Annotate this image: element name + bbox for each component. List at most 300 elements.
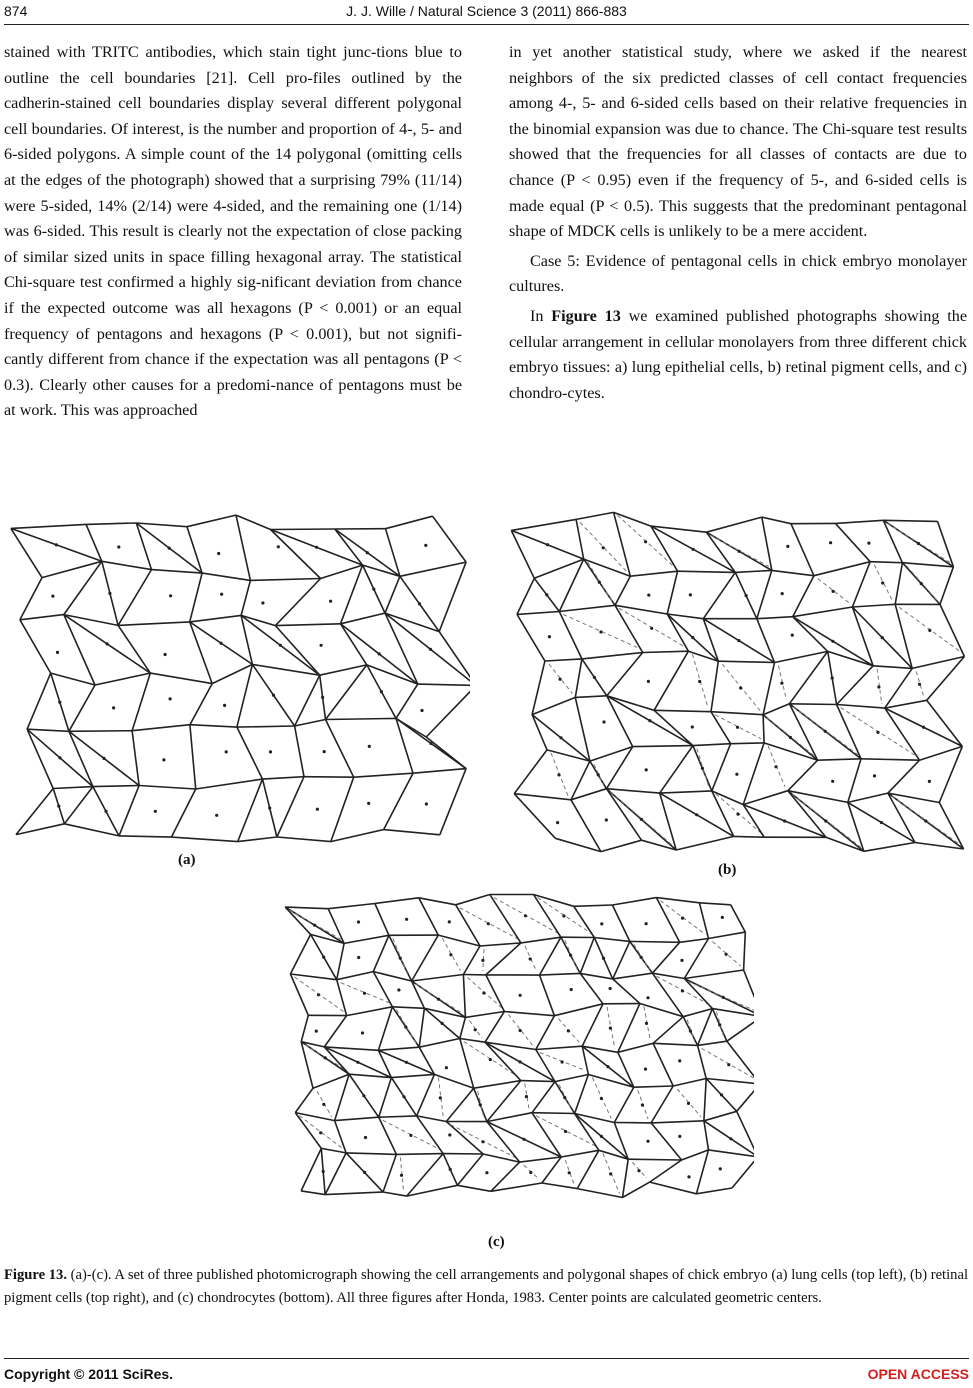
center-point — [51, 595, 54, 598]
cell-boundary — [532, 661, 545, 715]
cell-boundary — [301, 1148, 321, 1191]
center-point — [169, 697, 172, 700]
cell-boundary — [653, 1017, 683, 1044]
center-point — [522, 1138, 525, 1141]
center-point — [640, 818, 643, 821]
cell-boundary — [295, 720, 326, 727]
cell-boundary — [321, 565, 363, 578]
center-point — [215, 814, 218, 817]
cell-boundary — [328, 904, 375, 909]
center-point — [108, 592, 111, 595]
center-point — [357, 920, 360, 923]
cell-boundary — [837, 705, 885, 709]
cell-boundary — [727, 1016, 754, 1041]
cell-boundary — [706, 517, 761, 532]
cell-boundary — [456, 895, 490, 905]
cell-boundary — [696, 1188, 732, 1194]
cell-boundary — [290, 974, 308, 1015]
center-point — [154, 810, 157, 813]
center-point — [380, 690, 383, 693]
center-point — [736, 813, 739, 816]
cell-boundary — [614, 512, 651, 526]
cell-boundary — [614, 512, 631, 576]
cell-boundary — [559, 605, 615, 611]
cell-boundary — [772, 570, 814, 575]
center-point — [681, 989, 684, 992]
cell-boundary — [417, 1116, 444, 1154]
cell-boundary — [654, 710, 693, 745]
center-point — [569, 954, 572, 957]
cell-boundary — [419, 1008, 424, 1047]
cell-boundary — [757, 619, 775, 663]
cell-boundary — [590, 747, 633, 762]
cell-boundary — [457, 1154, 483, 1185]
cell-boundary — [920, 746, 963, 760]
figure-13 — [0, 496, 973, 1256]
cell-boundary — [202, 573, 250, 580]
cell-boundary — [290, 934, 310, 974]
cell-boundary — [540, 937, 561, 975]
cell-boundary — [347, 1007, 393, 1016]
cell-boundary — [426, 737, 466, 769]
center-point — [568, 1171, 571, 1174]
cell-boundary — [295, 1088, 313, 1112]
center-point — [378, 652, 381, 655]
cell-boundary — [504, 1012, 554, 1016]
page-number: 874 — [4, 3, 28, 19]
cell-boundary — [11, 524, 86, 528]
cell-boundary — [521, 1081, 555, 1082]
cell-boundary — [673, 1079, 706, 1087]
cell-boundary — [152, 570, 203, 574]
center-point — [928, 780, 931, 783]
center-point — [449, 1168, 452, 1171]
center-point — [55, 543, 58, 546]
panel-a-lung-cells — [8, 498, 470, 848]
center-point — [600, 1097, 603, 1100]
cell-boundary — [614, 1087, 634, 1122]
cell-boundary — [277, 837, 331, 842]
center-point — [598, 581, 601, 584]
cell-boundary — [650, 1182, 697, 1194]
cell-boundary — [762, 517, 791, 524]
center-point — [564, 1130, 567, 1133]
center-point — [876, 731, 879, 734]
center-point — [877, 685, 880, 688]
cell-boundary — [652, 973, 684, 978]
cell-boundary — [852, 604, 895, 607]
center-point — [272, 694, 275, 697]
center-point — [448, 920, 451, 923]
cell-boundary — [373, 935, 389, 971]
center-point — [219, 642, 222, 645]
cell-boundary — [460, 1017, 466, 1038]
cell-diagram-a — [8, 498, 470, 848]
cell-boundary — [53, 787, 93, 789]
cell-boundary — [696, 1150, 708, 1194]
cell-boundary — [102, 561, 152, 569]
cell-boundary — [187, 515, 236, 527]
cell-boundary — [848, 759, 861, 803]
cell-boundary — [718, 661, 774, 662]
cell-boundary — [902, 563, 953, 567]
cell-boundary — [618, 1004, 640, 1053]
cell-boundary — [375, 904, 389, 936]
cell-boundary — [241, 580, 250, 615]
cell-boundary — [732, 1157, 754, 1188]
center-point — [169, 594, 172, 597]
center-point — [518, 1060, 521, 1063]
cell-boundary — [693, 744, 731, 746]
center-point — [368, 745, 371, 748]
cell-boundary — [575, 659, 582, 698]
cell-boundary — [744, 932, 746, 970]
cell-boundary — [190, 622, 213, 684]
center-point — [719, 1167, 722, 1170]
center-point — [718, 1023, 721, 1026]
cell-boundary — [237, 726, 295, 727]
cell-boundary — [263, 777, 305, 779]
center-point — [529, 957, 532, 960]
center-point — [322, 1103, 325, 1106]
cell-boundary — [271, 530, 321, 579]
cell-boundary — [554, 1004, 603, 1016]
center-point — [409, 1134, 412, 1137]
cell-boundary — [615, 605, 667, 614]
right-paragraph-2: Case 5: Evidence of pentagonal cells in chick embryo monolayer cultures. — [509, 251, 967, 296]
cell-boundary — [132, 731, 139, 786]
center-point — [363, 1171, 366, 1174]
center-point — [920, 582, 923, 585]
cell-boundary — [241, 615, 275, 625]
cell-boundary — [737, 1111, 754, 1157]
cell-boundary — [536, 1016, 555, 1050]
cell-boundary — [613, 973, 653, 979]
cell-diagram-b — [508, 502, 968, 862]
cell-boundary — [704, 1121, 709, 1150]
cell-boundary — [883, 520, 937, 521]
cell-boundary — [64, 787, 93, 824]
cell-boundary — [373, 972, 392, 1007]
cell-boundary — [826, 837, 864, 851]
cell-boundary — [763, 663, 774, 715]
page-header — [0, 0, 973, 28]
paragraph-3-post: we examined published photographs showing the cellular arrangement in cellular monolayers from three different chick embryo tissues: a) lung epithelial cells, b) retinal pigment cells, and c) chondro-cytes. — [509, 306, 967, 402]
cell-boundary — [709, 932, 746, 938]
center-point — [641, 1103, 644, 1106]
footer-rule — [4, 1358, 969, 1359]
cell-boundary — [650, 1160, 682, 1182]
cell-boundary — [385, 576, 400, 613]
cell-boundary — [517, 612, 559, 615]
cell-boundary — [734, 836, 765, 837]
cell-boundary — [132, 725, 190, 731]
center-point — [525, 1095, 528, 1098]
cell-boundary — [885, 668, 912, 708]
cell-boundary — [490, 895, 521, 943]
page-footer — [4, 1366, 969, 1386]
center-point — [405, 918, 408, 921]
center-point — [831, 640, 834, 643]
running-head: J. J. Wille / Natural Science 3 (2011) 866-883 — [346, 3, 627, 19]
panel-c-chondrocytes — [284, 886, 754, 1216]
cell-boundary — [818, 759, 861, 760]
cell-boundary — [607, 653, 643, 696]
cell-boundary — [737, 1084, 754, 1111]
cell-boundary — [486, 975, 505, 1012]
cell-boundary — [852, 562, 870, 607]
cell-boundary — [633, 746, 693, 747]
center-point — [277, 545, 280, 548]
cell-boundary — [417, 1074, 435, 1116]
center-point — [485, 1171, 488, 1174]
cell-boundary — [196, 779, 263, 789]
cell-boundary — [93, 786, 139, 787]
center-point — [829, 541, 832, 544]
center-point — [647, 680, 650, 683]
center-point — [481, 959, 484, 962]
cell-boundary — [743, 743, 764, 805]
cell-boundary — [27, 729, 69, 731]
center-point — [366, 551, 369, 554]
center-point — [324, 1056, 327, 1059]
center-point — [168, 547, 171, 550]
center-point — [780, 682, 783, 685]
cell-boundary — [118, 570, 151, 626]
open-access-link[interactable]: OPEN ACCESS — [867, 1366, 969, 1382]
cell-boundary — [346, 1153, 396, 1155]
cell-boundary — [392, 1007, 424, 1009]
cell-boundary — [331, 830, 384, 842]
cell-boundary — [20, 615, 64, 620]
center-point — [220, 593, 223, 596]
center-point — [399, 957, 402, 960]
center-point — [609, 1027, 612, 1030]
cell-boundary — [835, 520, 883, 523]
cell-boundary — [576, 512, 614, 519]
cell-boundary — [791, 524, 814, 576]
cell-boundary — [326, 718, 397, 719]
cell-boundary — [417, 1116, 447, 1122]
center-point — [320, 644, 323, 647]
cell-boundary — [190, 725, 196, 789]
cell-boundary — [335, 1074, 350, 1120]
cell-boundary — [434, 1074, 473, 1088]
cell-boundary — [885, 700, 927, 708]
cell-boundary — [927, 700, 963, 746]
cell-boundary — [684, 979, 754, 1017]
cell-boundary — [412, 975, 464, 982]
cell-boundary — [326, 720, 354, 778]
center-point — [689, 593, 692, 596]
center-point — [372, 588, 375, 591]
cell-boundary — [888, 760, 920, 793]
cell-boundary — [580, 973, 603, 1003]
cell-boundary — [514, 794, 555, 839]
center-point — [546, 543, 549, 546]
cell-boundary — [939, 803, 963, 850]
center-point — [102, 757, 105, 760]
cell-boundary — [684, 970, 743, 979]
center-point — [646, 996, 649, 999]
center-point — [729, 1137, 732, 1140]
center-point — [58, 756, 61, 759]
center-point — [924, 819, 927, 822]
cell-boundary — [727, 1041, 754, 1084]
center-point — [557, 773, 560, 776]
center-point — [774, 765, 777, 768]
cell-boundary — [653, 1043, 673, 1086]
cell-boundary — [698, 1009, 713, 1046]
cell-boundary — [703, 572, 735, 618]
cell-boundary — [704, 1079, 706, 1121]
cell-boundary — [793, 576, 814, 617]
center-point — [164, 653, 167, 656]
cell-boundary — [652, 942, 679, 973]
center-point — [645, 922, 648, 925]
cell-boundary — [660, 791, 712, 793]
cell-boundary — [540, 975, 555, 1016]
center-point — [367, 802, 370, 805]
cell-boundary — [190, 725, 237, 727]
cell-boundary — [386, 516, 433, 529]
center-point — [600, 922, 603, 925]
cell-boundary — [118, 625, 150, 673]
center-point — [832, 590, 835, 593]
center-point — [928, 629, 931, 632]
cell-boundary — [20, 620, 51, 673]
cell-boundary — [331, 777, 354, 841]
center-point — [429, 648, 432, 651]
cell-boundary — [335, 1117, 379, 1120]
cell-boundary — [683, 1009, 712, 1017]
center-point — [479, 1103, 482, 1106]
center-point — [783, 819, 786, 822]
center-point — [313, 924, 316, 927]
cell-boundary — [460, 1039, 485, 1043]
cell-boundary — [412, 935, 439, 981]
cell-boundary — [574, 905, 613, 906]
cell-boundary — [613, 941, 630, 979]
cell-boundary — [69, 685, 95, 731]
center-point — [691, 636, 694, 639]
center-point — [831, 676, 834, 679]
center-point — [519, 994, 522, 997]
cell-boundary — [654, 651, 688, 710]
cell-boundary — [396, 1154, 443, 1155]
center-point — [317, 993, 320, 996]
cell-boundary — [514, 750, 547, 794]
center-point — [362, 1094, 365, 1097]
center-point — [644, 540, 647, 543]
center-point — [645, 768, 648, 771]
cell-boundary — [373, 972, 411, 981]
panel-b-retinal-cells — [508, 502, 968, 862]
center-point — [548, 635, 551, 638]
center-point — [721, 916, 724, 919]
cell-boundary — [574, 906, 595, 937]
center-point — [599, 630, 602, 633]
cell-boundary — [514, 794, 571, 800]
caption-label: Figure 13. — [4, 1267, 67, 1283]
center-point — [881, 636, 884, 639]
header-rule — [4, 24, 969, 25]
center-point — [106, 642, 109, 645]
cell-boundary — [171, 837, 237, 842]
cell-boundary — [517, 578, 534, 614]
center-point — [361, 1031, 364, 1034]
cell-boundary — [344, 935, 389, 943]
cell-boundary — [559, 612, 582, 659]
center-point — [279, 644, 282, 647]
cell-boundary — [51, 673, 95, 685]
center-point — [225, 750, 228, 753]
cell-boundary — [517, 614, 545, 661]
center-point — [445, 1066, 448, 1069]
cell-boundary — [95, 673, 150, 685]
center-point — [315, 1030, 318, 1033]
cell-boundary — [667, 614, 688, 651]
center-point — [738, 550, 741, 553]
cell-boundary — [86, 523, 136, 524]
center-point — [561, 1060, 564, 1063]
center-point — [217, 552, 220, 555]
cell-boundary — [630, 941, 680, 942]
cell-boundary — [212, 664, 252, 683]
cell-boundary — [640, 1004, 683, 1017]
label-a: (a) — [178, 852, 196, 868]
cell-boundary — [676, 836, 734, 850]
cell-boundary — [762, 517, 772, 570]
center-point — [647, 594, 650, 597]
cell-boundary — [295, 726, 304, 777]
cell-boundary — [615, 605, 643, 652]
cell-boundary — [325, 1192, 383, 1195]
cell-boundary — [532, 1113, 575, 1114]
center-point — [644, 1068, 647, 1071]
cell-boundary — [236, 515, 250, 580]
cell-boundary — [939, 746, 962, 802]
cell-boundary — [775, 651, 828, 662]
cell-boundary — [656, 898, 679, 943]
figure-13-reference[interactable]: Figure 13 — [551, 306, 621, 325]
center-point — [602, 546, 605, 549]
center-point — [448, 1133, 451, 1136]
cell-boundary — [575, 696, 607, 698]
cell-boundary — [763, 715, 764, 743]
center-point — [687, 1175, 690, 1178]
cell-boundary — [237, 664, 253, 727]
cell-boundary — [325, 1153, 346, 1195]
cell-boundary — [555, 1075, 588, 1082]
cell-boundary — [190, 573, 202, 622]
cell-boundary — [575, 1075, 589, 1114]
cell-boundary — [383, 1192, 407, 1196]
right-paragraph-1: in yet another statistical study, where we asked if the nearest neighbors of the six predicted classes of cell contact frequencies among 4-, 5- and 6-sided cells based on their relative frequencies in the binomial expansion was due to chance. The Chi-square test results showed that the frequencies for all classes of contacts are due to chance (P < 0.95) even if the frequency of 5-, and 6-sided cells is made equal (P < 0.5). This suggests that the predominant pentagonal shape of MDCK cells is unlikely to be a mere accident. — [509, 43, 967, 241]
center-point — [329, 600, 332, 603]
center-point — [698, 680, 701, 683]
center-point — [786, 545, 789, 548]
left-column — [4, 40, 462, 424]
cell-boundary — [511, 519, 576, 530]
cell-boundary — [457, 1185, 490, 1191]
cell-boundary — [132, 673, 150, 731]
cell-boundary — [250, 579, 320, 581]
center-point — [597, 773, 600, 776]
cell-boundary — [651, 1121, 704, 1123]
cell-boundary — [463, 975, 465, 1018]
cell-boundary — [542, 1157, 561, 1183]
